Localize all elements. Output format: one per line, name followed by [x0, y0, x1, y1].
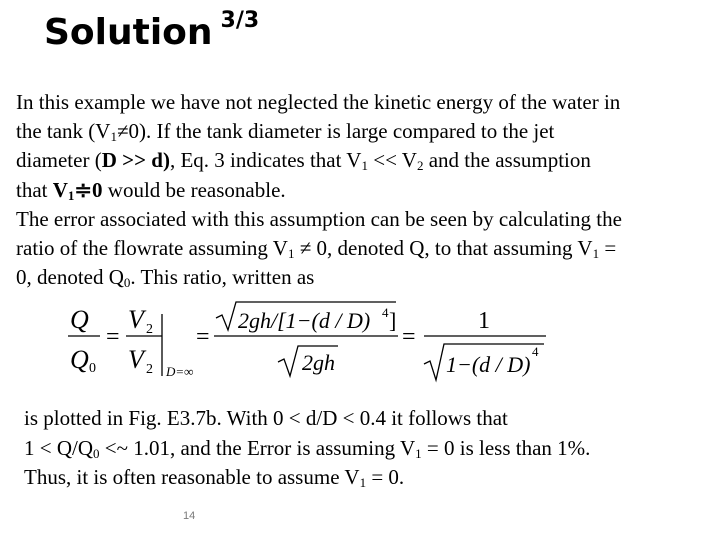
text-run: ≑0	[74, 177, 103, 202]
equation-graphic	[66, 298, 556, 390]
text-run: , Eq. 3 indicates that V	[169, 148, 362, 173]
equals-sign: =	[402, 324, 416, 350]
text-run: ≠ 0, denoted Q, to that assuming V	[294, 236, 593, 261]
subscript: 1	[359, 475, 367, 490]
text-run: <~ 1.01, and the Error is assuming V	[99, 435, 416, 460]
text-line	[16, 146, 716, 175]
eq-den-inner: 2gh	[302, 350, 335, 375]
subscript: 1	[361, 158, 368, 174]
text-run: =	[599, 236, 617, 261]
text-line	[16, 176, 716, 205]
subscript: 0	[93, 445, 100, 461]
bold-text: D >> d)	[101, 148, 170, 173]
text-run: . This ratio, written as	[130, 265, 315, 290]
text-run: = 0 is less than 1%.	[421, 435, 591, 460]
eq-v2-bot-sub: 2	[146, 362, 153, 377]
text-run: 1 < Q/Q	[24, 435, 94, 460]
slide-title	[44, 8, 260, 53]
text-run: diameter (	[16, 148, 102, 173]
text-line	[24, 434, 714, 464]
eq-q: Q	[70, 305, 89, 334]
eq-v2-top-sub: 2	[146, 322, 153, 337]
eq-q0: Q	[70, 345, 89, 374]
eq-rhs-den: 1−(d / D)	[446, 352, 531, 377]
equals-sign: =	[196, 324, 210, 350]
text-line: is plotted in Fig. E3.7b. With 0 < d/D < 0.4 it follows that	[24, 406, 508, 430]
text-line	[16, 117, 716, 146]
text-run: would be reasonable.	[102, 177, 286, 202]
eq-v2-bot: V	[128, 345, 144, 374]
subscript: 1	[415, 445, 422, 461]
eq-q0-sub: 0	[89, 361, 96, 376]
conclusion-paragraph	[24, 404, 714, 493]
bold-text	[53, 178, 103, 202]
text-line	[16, 234, 716, 263]
text-run: V	[52, 177, 68, 202]
eq-num-exp: 4	[382, 305, 389, 320]
text-run: Thus, it is often reasonable to assume V	[24, 465, 360, 489]
eq-num-inner: 2gh/[1−(d / D)	[238, 308, 371, 333]
text-run: and the assumption	[423, 148, 591, 173]
text-run: ratio of the flowrate assuming V	[16, 236, 288, 261]
equals-sign: =	[106, 324, 120, 350]
eq-rhs-exp: 4	[532, 344, 539, 359]
subscript: 1	[67, 187, 75, 203]
subscript: 1	[287, 246, 295, 262]
text-run: the tank (V	[16, 119, 111, 144]
text-line: In this example we have not neglected the kinetic energy of the water in	[16, 90, 621, 114]
text-line	[16, 263, 716, 292]
text-run: that	[16, 177, 53, 202]
slide-title-suffix: 3/3	[220, 8, 260, 33]
subscript: 1	[110, 129, 117, 145]
eq-eval-sub: D=∞	[166, 364, 194, 379]
subscript: 0	[123, 275, 131, 291]
text-run: 0, denoted Q	[16, 265, 124, 290]
slide-title-text: Solution	[44, 12, 213, 53]
text-run: << V	[367, 148, 417, 173]
text-run: ≠0). If the tank diameter is large compared to the jet	[116, 119, 555, 144]
eq-v2-top: V	[128, 305, 144, 334]
page-number: 14	[183, 510, 196, 522]
subscript: 2	[416, 158, 424, 174]
text-line: The error associated with this assumption can be seen by calculating the	[16, 206, 622, 231]
eq-one: 1	[478, 308, 490, 334]
intro-paragraph	[16, 88, 716, 292]
text-line	[24, 463, 714, 493]
flowrate-ratio-equation	[66, 298, 556, 390]
eq-num-close: ]	[389, 308, 397, 333]
text-run: = 0.	[366, 465, 405, 489]
subscript: 1	[592, 246, 600, 262]
